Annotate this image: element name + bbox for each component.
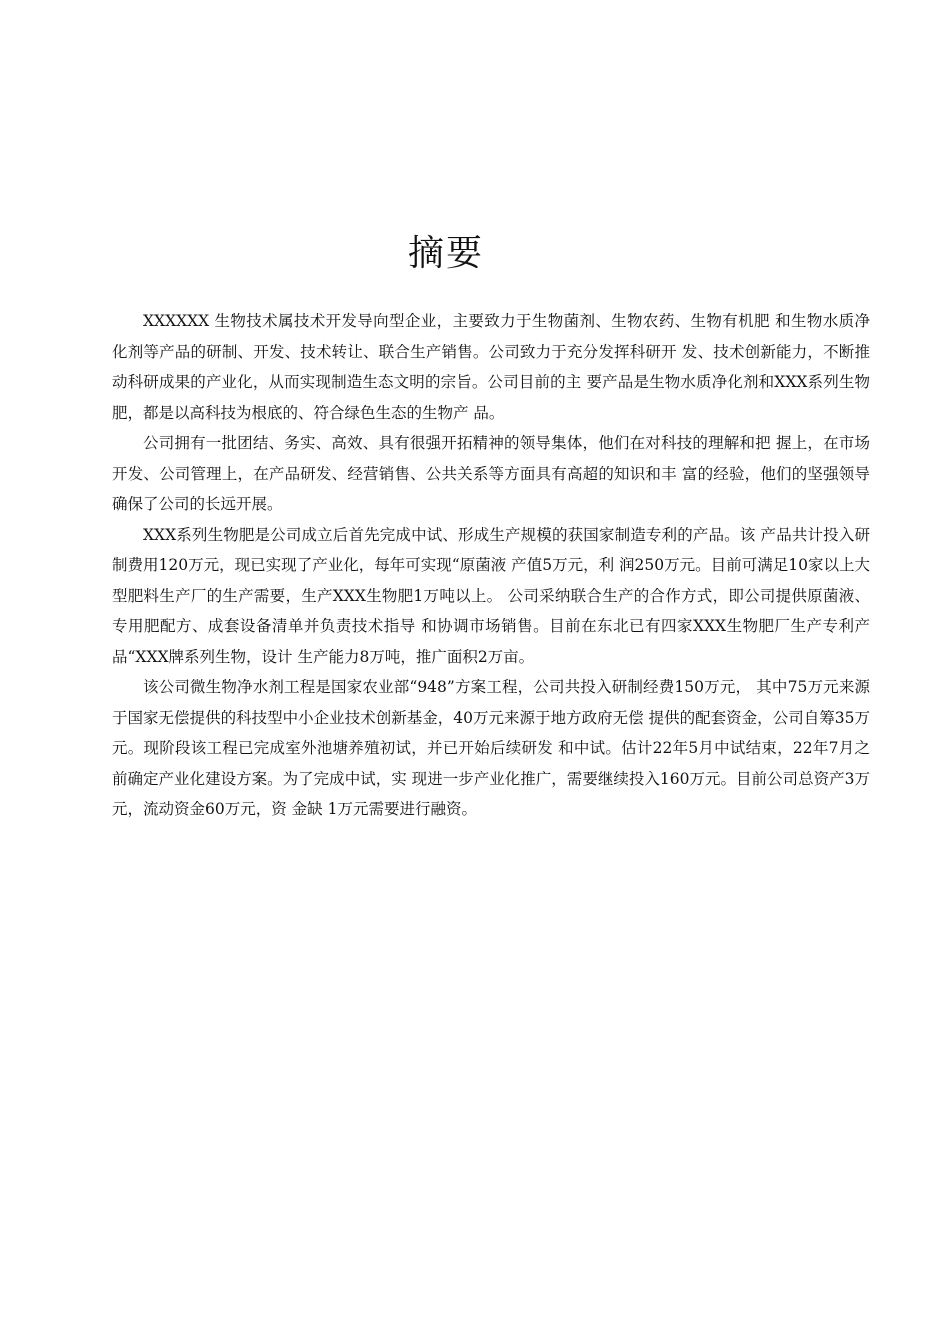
- paragraph-company-intro: XXXXXX 生物技术属技术开发导向型企业，主要致力于生物菌剂、生物农药、生物有机肥 和生物水质净化剂等产品的研制、开发、技术转让、联合生产销售。公司致力于充分发挥科研开 发、技术创新能力，不断推动科研成果的产业化，从而实现制造生态文明的宗旨。公司目前的主 要产品是生物水质净化剂和XXX系列生物肥，都是以高科技为根底的、符合绿色生态的生物产 品。: [112, 312, 870, 422]
- paragraph-leadership: 公司拥有一批团结、务实、高效、具有很强开拓精神的领导集体，他们在对科技的理解和把 握上，在市场开发、公司管理上，在产品研发、经营销售、公共关系等方面具有高超的知识和丰 富的经验，他们的坚强领导确保了公司的长远开展。: [112, 434, 870, 513]
- paragraph-fertilizer-product: XXX系列生物肥是公司成立后首先完成中试、形成生产规模的获国家制造专利的产品。该 产品共计投入研制费用120万元，现已实现了产业化，每年可实现“原菌液 产值5万元，利 润250万元。目前可满足10家以上大型肥料生产厂的生产需要，生产XXX生物肥1万吨以上。 公司采纳联合生产的合作方式，即公司提供原菌液、专用肥配方、成套设备清单并负责技术指导 和协调市场销售。目前在东北已有四家XXX生物肥厂生产专利产品“XXX牌系列生物，设计 生产能力8万吨，推广面积2万亩。: [112, 525, 870, 666]
- paragraph-water-purifier-project: 该公司微生物净水剂工程是国家农业部“948”方案工程，公司共投入研制经费150万元， 其中75万元来源于国家无偿提供的科技型中小企业技术创新基金，40万元来源于地方政府无偿 提供的配套资金，公司自筹35万元。现阶段该工程已完成室外池塘养殖初试，并已开始后续研发 和中试。估计22年5月中试结束，22年7月之前确定产业化建设方案。为了完成中试，实 现进一步产业化推广，需要继续投入160万元。目前公司总资产3万元，流动资金60万元，资 金缺 1万元需要进行融资。: [112, 678, 870, 818]
- page-title: 摘要: [407, 233, 484, 274]
- abstract-body: [112, 306, 870, 825]
